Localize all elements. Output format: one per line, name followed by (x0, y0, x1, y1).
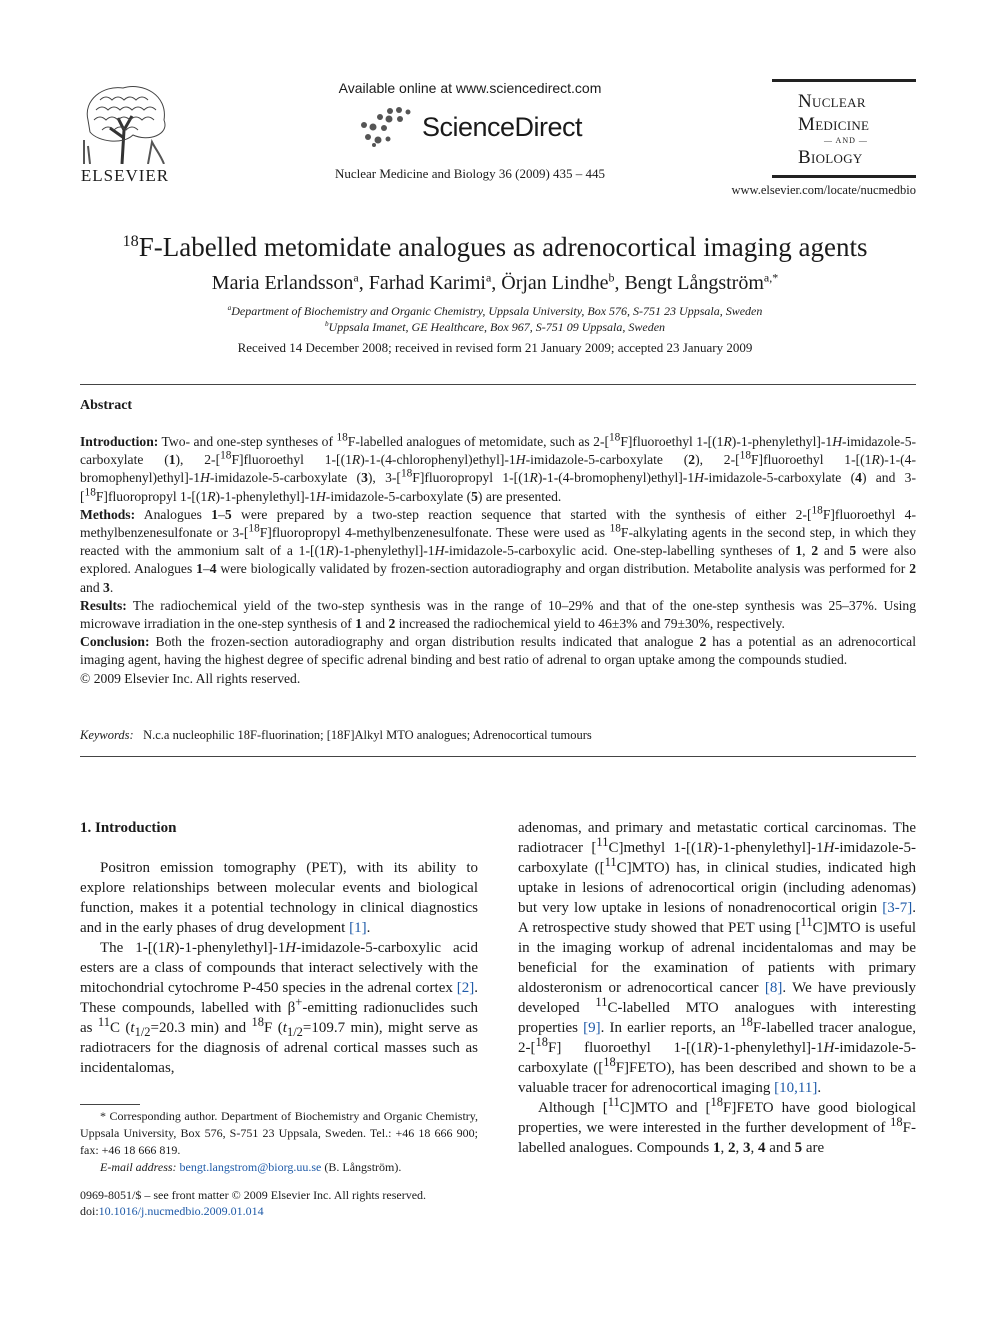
body-paragraph: adenomas, and primary and metastatic cortical carcinomas. The radiotracer [$^{11}$C]methyl 1-[(1R)-1-phenylethyl]-1H-imidazole-5-carboxylate ([$^{11}$C]MTO) has, in clinical studies, indicated high uptake in lesions of adrenocortical origin (including adenomas) but very low uptake in lesions of nonadrenocortical origin [3-7]. A retrospective study showed that PET using [$^{11}$C]MTO is useful in the imaging workup of adrenal incidentalomas and may be beneficial for the examination of patients with primary aldosteronism or adrenocortical cancer [8]. We have previously developed $^{11}$C-labelled MTO analogues with interesting properties [9]. In earlier reports, an $^{18}$F-labelled tracer analogue, 2-[$^{18}$F] fluoroethyl 1-[(1R)-1-phenylethyl]-1H-imidazole-5-carboxylate ([$^{18}$F]FETO), has been described and shown to be a valuable tracer for adrenocortical imaging [10,11]. (518, 820, 917, 1096)
issn-line: 0969-8051/$ – see front matter © 2009 Elsevier Inc. All rights reserved. (80, 1188, 427, 1202)
journal-reference: Nuclear Medicine and Biology 36 (2009) 435 – 445 (334, 166, 606, 181)
divider (80, 384, 916, 385)
author: Bengt Långström (624, 272, 764, 294)
author: Örjan Lindhe (501, 272, 609, 294)
author-affiliation-mark: a (485, 270, 492, 285)
available-online: Available online at www.sciencedirect.com (338, 80, 602, 96)
title-text: F-Labelled metomidate analogues as adrenocortical imaging agents (138, 232, 868, 262)
journal-logo-line3: Biology (798, 147, 863, 168)
body-paragraph: Although [$^{11}$C]MTO and [$^{18}$F]FETO have good biological properties, we were interested in the further development of $^{18}$F-labelled analogues. Compounds 1, 2, 3, 4 and 5 are (518, 1095, 916, 1156)
affiliation-a: $^a$Department of Biochemistry and Organic Chemistry, Uppsala University, Box 576, S-751 23 Uppsala, Sweden (227, 304, 763, 318)
center-header (300, 80, 640, 182)
abstract-introduction: Introduction: Two- and one-step syntheses of $^{18}$F-labelled analogues of metomidate, such as 2-[$^{18}$F]fluoroethyl 1-[(1R)-1-phenylethyl]-1H-imidazole-5-carboxylate (1), 2-[$^{18}$F]fluoroethyl 1-[(1R)-1-(4-chlorophenyl)ethyl]-1H-imidazole-5-carboxylate (2), 2-[$^{18}$F]fluoroethyl 1-[(1R)-1-(4-bromophenyl)ethyl]-1H-imidazole-5-carboxylate (3), 3-[$^{18}$F]fluoropropyl 1-[(1R)-1-(4-bromophenyl)ethyl]-1H-imidazole-5-carboxylate (4) and 3-[$^{18}$F]fluoropropyl 1-[(1R)-1-phenylethyl]-1H-imidazole-5-carboxylate (5) are presented. (80, 431, 917, 504)
doi-link[interactable]: 10.1016/j.nucmedbio.2009.01.014 (98, 1204, 264, 1218)
corresponding-author: * Corresponding author. Department of Biochemistry and Organic Chemistry, Uppsala University, Box 576, S-751 23 Uppsala, Sweden. Tel.: +46 18 666 900; fax: +46 18 666 819. (80, 1109, 478, 1157)
title-superscript: 18 (122, 232, 139, 250)
elsevier-wordmark: ELSEVIER (80, 166, 170, 185)
email-line: E-mail address: bengt.langstrom@biorg.uu.se (B. Långström). (100, 1160, 402, 1174)
journal-url[interactable]: www.elsevier.com/locate/nucmedbio (731, 183, 916, 197)
body-column-left (80, 818, 478, 1078)
author-affiliation-mark: b (608, 270, 615, 285)
keywords-label: Keywords: (80, 728, 134, 742)
article-title (0, 232, 990, 263)
received-dates: Received 14 December 2008; received in revised form 21 January 2009; accepted 23 January 2009 (237, 340, 753, 355)
footnote-divider (80, 1104, 140, 1105)
body-paragraph: The 1-[(1R)-1-phenylethyl]-1H-imidazole-5-carboxylic acid esters are a class of compounds that interact selectively with the mitochondrial cytochrome P-450 species in the adrenal cortex [2]. These compounds, labelled with β+-emitting radionuclides such as $^{11}$C ($t_{1/2}=20.3$ min) and $^{18}$F ($t_{1/2}=109.7$ min), might serve as radiotracers for the diagnosis of adrenal cortical masses such as incidentalomas, (80, 940, 479, 1076)
author-affiliation-mark: a,* (763, 270, 779, 285)
doi-line: doi:10.1016/j.nucmedbio.2009.01.014 (80, 1204, 264, 1218)
body-paragraph: Positron emission tomography (PET), with its ability to explore relationships between molecular events and biological function, makes it a potential technology in clinical diagnostics and in the early phases of drug development [1]. (80, 860, 478, 936)
abstract-results: Results: The radiochemical yield of the two-step synthesis was in the range of 10–29% and that of the one-step synthesis was 25–37%. Using microwave irradiation in the one-step synthesis of 1 and 2 increased the radiochemical yield to 46±3% and 79±30%, respectively. (80, 597, 916, 632)
abstract-conclusion: Conclusion: Both the frozen-section autoradiography and organ distribution results indicated that analogue 2 has a potential as an adrenocortical imaging agent, having the highest degree of specific adrenal binding and best ratio of adrenal to organ uptake among the compounds studied. (80, 634, 916, 668)
section-title: 1. Introduction (80, 820, 177, 836)
front-matter (80, 1187, 426, 1219)
journal-logo-line1: Nuclear (798, 91, 866, 112)
email-link[interactable]: bengt.langstrom@biorg.uu.se (179, 1160, 322, 1174)
author-affiliation-mark: a (353, 270, 359, 285)
abstract-methods: Methods: Analogues 1–5 were prepared by a two-step reaction sequence that started with the synthesis of either 2-[$^{18}$F]fluoroethyl 4-methylbenzenesulfonate or 3-[$^{18}$F]fluoropropyl 4-methylbenzenesulfonate. These were used as $^{18}$F-alkylating agents in the second step, in which they reacted with the ammonium salt of a 1-[(1R)-1-phenylethyl]-1H-imidazole-5-carboxylic acid. One-step-labelling syntheses of 1, 2 and 5 were also explored. Analogues 1–4 were biologically validated by frozen-section autoradiography and organ distribution. Metabolite analysis was performed for 2 and 3. (80, 504, 917, 595)
journal-logo (772, 79, 916, 178)
sciencedirect-logo[interactable] (300, 104, 640, 150)
keywords-text: N.c.a nucleophilic 18F-fluorination; [18F]Alkyl MTO analogues; Adrenocortical tumours (143, 728, 592, 742)
affiliation-b: $^b$Uppsala Imanet, GE Healthcare, Box 967, S-751 09 Uppsala, Sweden (324, 320, 666, 334)
divider (80, 756, 916, 757)
author: Farhad Karimi (368, 272, 486, 294)
journal-logo-and: — AND — (824, 136, 868, 145)
body-column-right (518, 818, 916, 1158)
elsevier-logo (78, 80, 172, 190)
journal-logo-line2: Medicine (798, 114, 870, 135)
author: Maria Erlandsson (211, 272, 354, 294)
keywords (80, 728, 592, 743)
sciencedirect-dots-icon (358, 107, 416, 147)
abstract-body (80, 433, 916, 688)
abstract-heading: Abstract (80, 398, 133, 413)
elsevier-tree-icon (78, 80, 172, 164)
footnote (80, 1108, 478, 1176)
sciencedirect-wordmark: ScienceDirect (421, 111, 583, 142)
abstract-copyright: © 2009 Elsevier Inc. All rights reserved. (80, 670, 301, 686)
author-list: Maria Erlandsson$^a$, Farhad Karimi$^a$, Örjan Lindhe$^b$, Bengt Långström$^{a,*}$ (211, 270, 779, 294)
